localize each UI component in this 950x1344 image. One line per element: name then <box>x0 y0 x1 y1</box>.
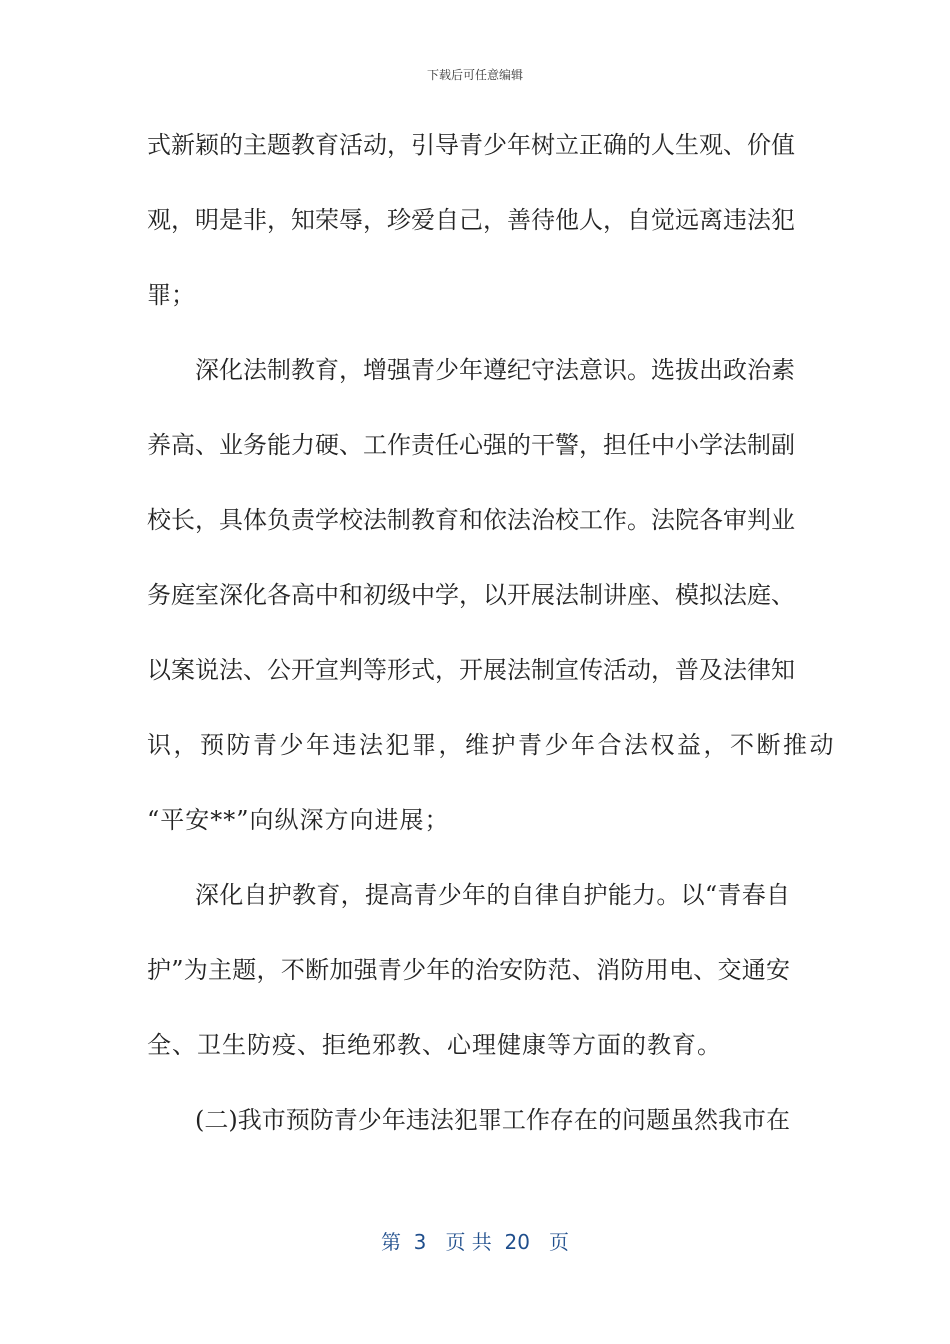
header-note: 下载后可任意编辑 <box>426 68 523 82</box>
page-number-footer: 第 3 页 共 20 页 <box>380 1230 570 1254</box>
text-line: 罪； <box>147 281 195 309</box>
text-line: 识，预防青少年违法犯罪，维护青少年合法权益，不断推动 <box>147 731 836 759</box>
text-line: “平安**”向纵深方向进展； <box>147 806 450 834</box>
text-line: 护”为主题，不断加强青少年的治安防范、消防用电、交通安 <box>147 956 790 984</box>
paragraph-first-line: 深化自护教育，提高青少年的自律自护能力。以“青春自 <box>195 881 790 909</box>
text-line: 式新颖的主题教育活动，引导青少年树立正确的人生观、价值 <box>147 131 795 159</box>
text-line: 观，明是非，知荣辱，珍爱自己，善待他人，自觉远离违法犯 <box>147 206 795 234</box>
text-line: 养高、业务能力硬、工作责任心强的干警，担任中小学法制副 <box>147 431 795 459</box>
text-line: 务庭室深化各高中和初级中学，以开展法制讲座、模拟法庭、 <box>147 581 795 609</box>
paragraph-first-line: 深化法制教育，增强青少年遵纪守法意识。选拔出政治素 <box>195 356 795 384</box>
text-line: 校长，具体负责学校法制教育和依法治校工作。法院各审判业 <box>147 506 795 534</box>
text-line: 全、卫生防疫、拒绝邪教、心理健康等方面的教育。 <box>147 1031 722 1059</box>
paragraph-first-line: (二)我市预防青少年违法犯罪工作存在的问题虽然我市在 <box>195 1106 790 1134</box>
text-line: 以案说法、公开宣判等形式，开展法制宣传活动，普及法律知 <box>147 656 795 684</box>
